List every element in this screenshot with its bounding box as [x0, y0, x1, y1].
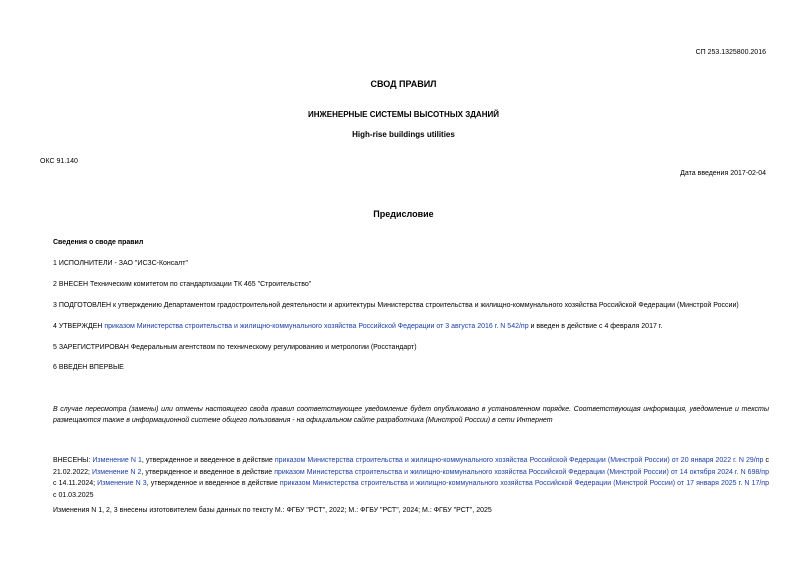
- preface-item-4: [53, 323, 662, 330]
- document-title-ru: ИНЖЕНЕРНЫЕ СИСТЕМЫ ВЫСОТНЫХ ЗДАНИЙ: [308, 110, 499, 119]
- approval-order-link[interactable]: приказом Министерства строительства и жилищно-коммунального хозяйства Российской Федерации от 3 августа 2016 г. N 542/пр: [104, 323, 529, 330]
- amendment-2-order-link[interactable]: приказом Министерства строительства и жилищно-коммунального хозяйства Российской Федерации (Минстрой России) от 14 октября 2024 г. N 698/пр: [274, 468, 769, 476]
- document-title-en: High-rise buildings utilities: [352, 130, 455, 139]
- amendments-label: ВНЕСЕНЫ:: [53, 457, 93, 464]
- svod-heading: СВОД ПРАВИЛ: [370, 79, 437, 89]
- amendments-text-6: с 01.03.2025: [53, 491, 94, 499]
- preface-item-2: 2 ВНЕСЕН Техническим комитетом по стандартизации ТК 465 "Строительство": [53, 281, 312, 288]
- preface-item-3: 3 ПОДГОТОВЛЕН к утверждению Департаментом градостроительной деятельности и архитектуры Министерства строительства и жилищно-коммунального хозяйства Российской Федерации (Минстрой России): [53, 302, 739, 309]
- amendment-3-order-link[interactable]: приказом Министерства строительства и жилищно-коммунального хозяйства Российской Федерации (Минстрой России) от 17 января 2025 г. N 17/пр: [279, 480, 769, 487]
- amendment-1-order-link[interactable]: приказом Министерства строительства и жилищно-коммунального хозяйства Российской Федерации (Минстрой России) от 20 января 2022 г. N 29/пр: [274, 457, 764, 464]
- preface-item-6: 6 ВВЕДЕН ВПЕРВЫЕ: [53, 364, 124, 371]
- amendments-text-3: , утвержденное и введенное в действие: [141, 468, 275, 476]
- oks-code: ОКС 91.140: [40, 158, 78, 165]
- effective-date: Дата введения 2017-02-04: [680, 170, 766, 177]
- preface-item-5: 5 ЗАРЕГИСТРИРОВАН Федеральным агентством по техническому регулированию и метрологии (Росстандарт): [53, 344, 417, 351]
- preface-item-1: 1 ИСПОЛНИТЕЛИ - ЗАО "ИСЗС-Консалт": [53, 260, 188, 267]
- amendment-1-link[interactable]: Изменение N 1: [92, 457, 142, 464]
- document-code: СП 253.1325800.2016: [695, 49, 766, 56]
- preface-item-4-suffix: и введен в действие с 4 февраля 2017 г.: [528, 323, 663, 330]
- amendments-text-2: с 21.02.2022;: [53, 457, 769, 476]
- revision-notice: В случае пересмотра (замены) или отмены настоящего свода правил соответствующее уведомление будет опубликовано в установленном порядке. Соответствующая информация, уведомление и тексты размещаются также в информационной системе общего пользования - на официальном сайте разработчика (Минстрой России) в сети Интернет: [53, 406, 769, 424]
- preface-item-4-prefix: 4 УТВЕРЖДЕН: [53, 323, 105, 330]
- preface-section-title: Сведения о своде правил: [53, 239, 144, 246]
- amendments-text-4: с 14.11.2024;: [53, 480, 98, 487]
- amendments-block: [53, 455, 769, 501]
- amendments-text-1: , утвержденное и введенное в действие: [141, 457, 275, 464]
- amendments-text-5: , утвержденное и введенное в действие: [146, 480, 280, 487]
- amendments-source-note: Изменения N 1, 2, 3 внесены изготовителем базы данных по тексту М.: ФГБУ "РСТ", 2022; М.: ФГБУ "РСТ", 2024; М.: ФГБУ "РСТ", 2025: [53, 507, 492, 514]
- preface-heading: Предисловие: [373, 209, 434, 219]
- amendment-3-link[interactable]: Изменение N 3: [97, 480, 147, 487]
- amendment-2-link[interactable]: Изменение N 2: [92, 468, 142, 476]
